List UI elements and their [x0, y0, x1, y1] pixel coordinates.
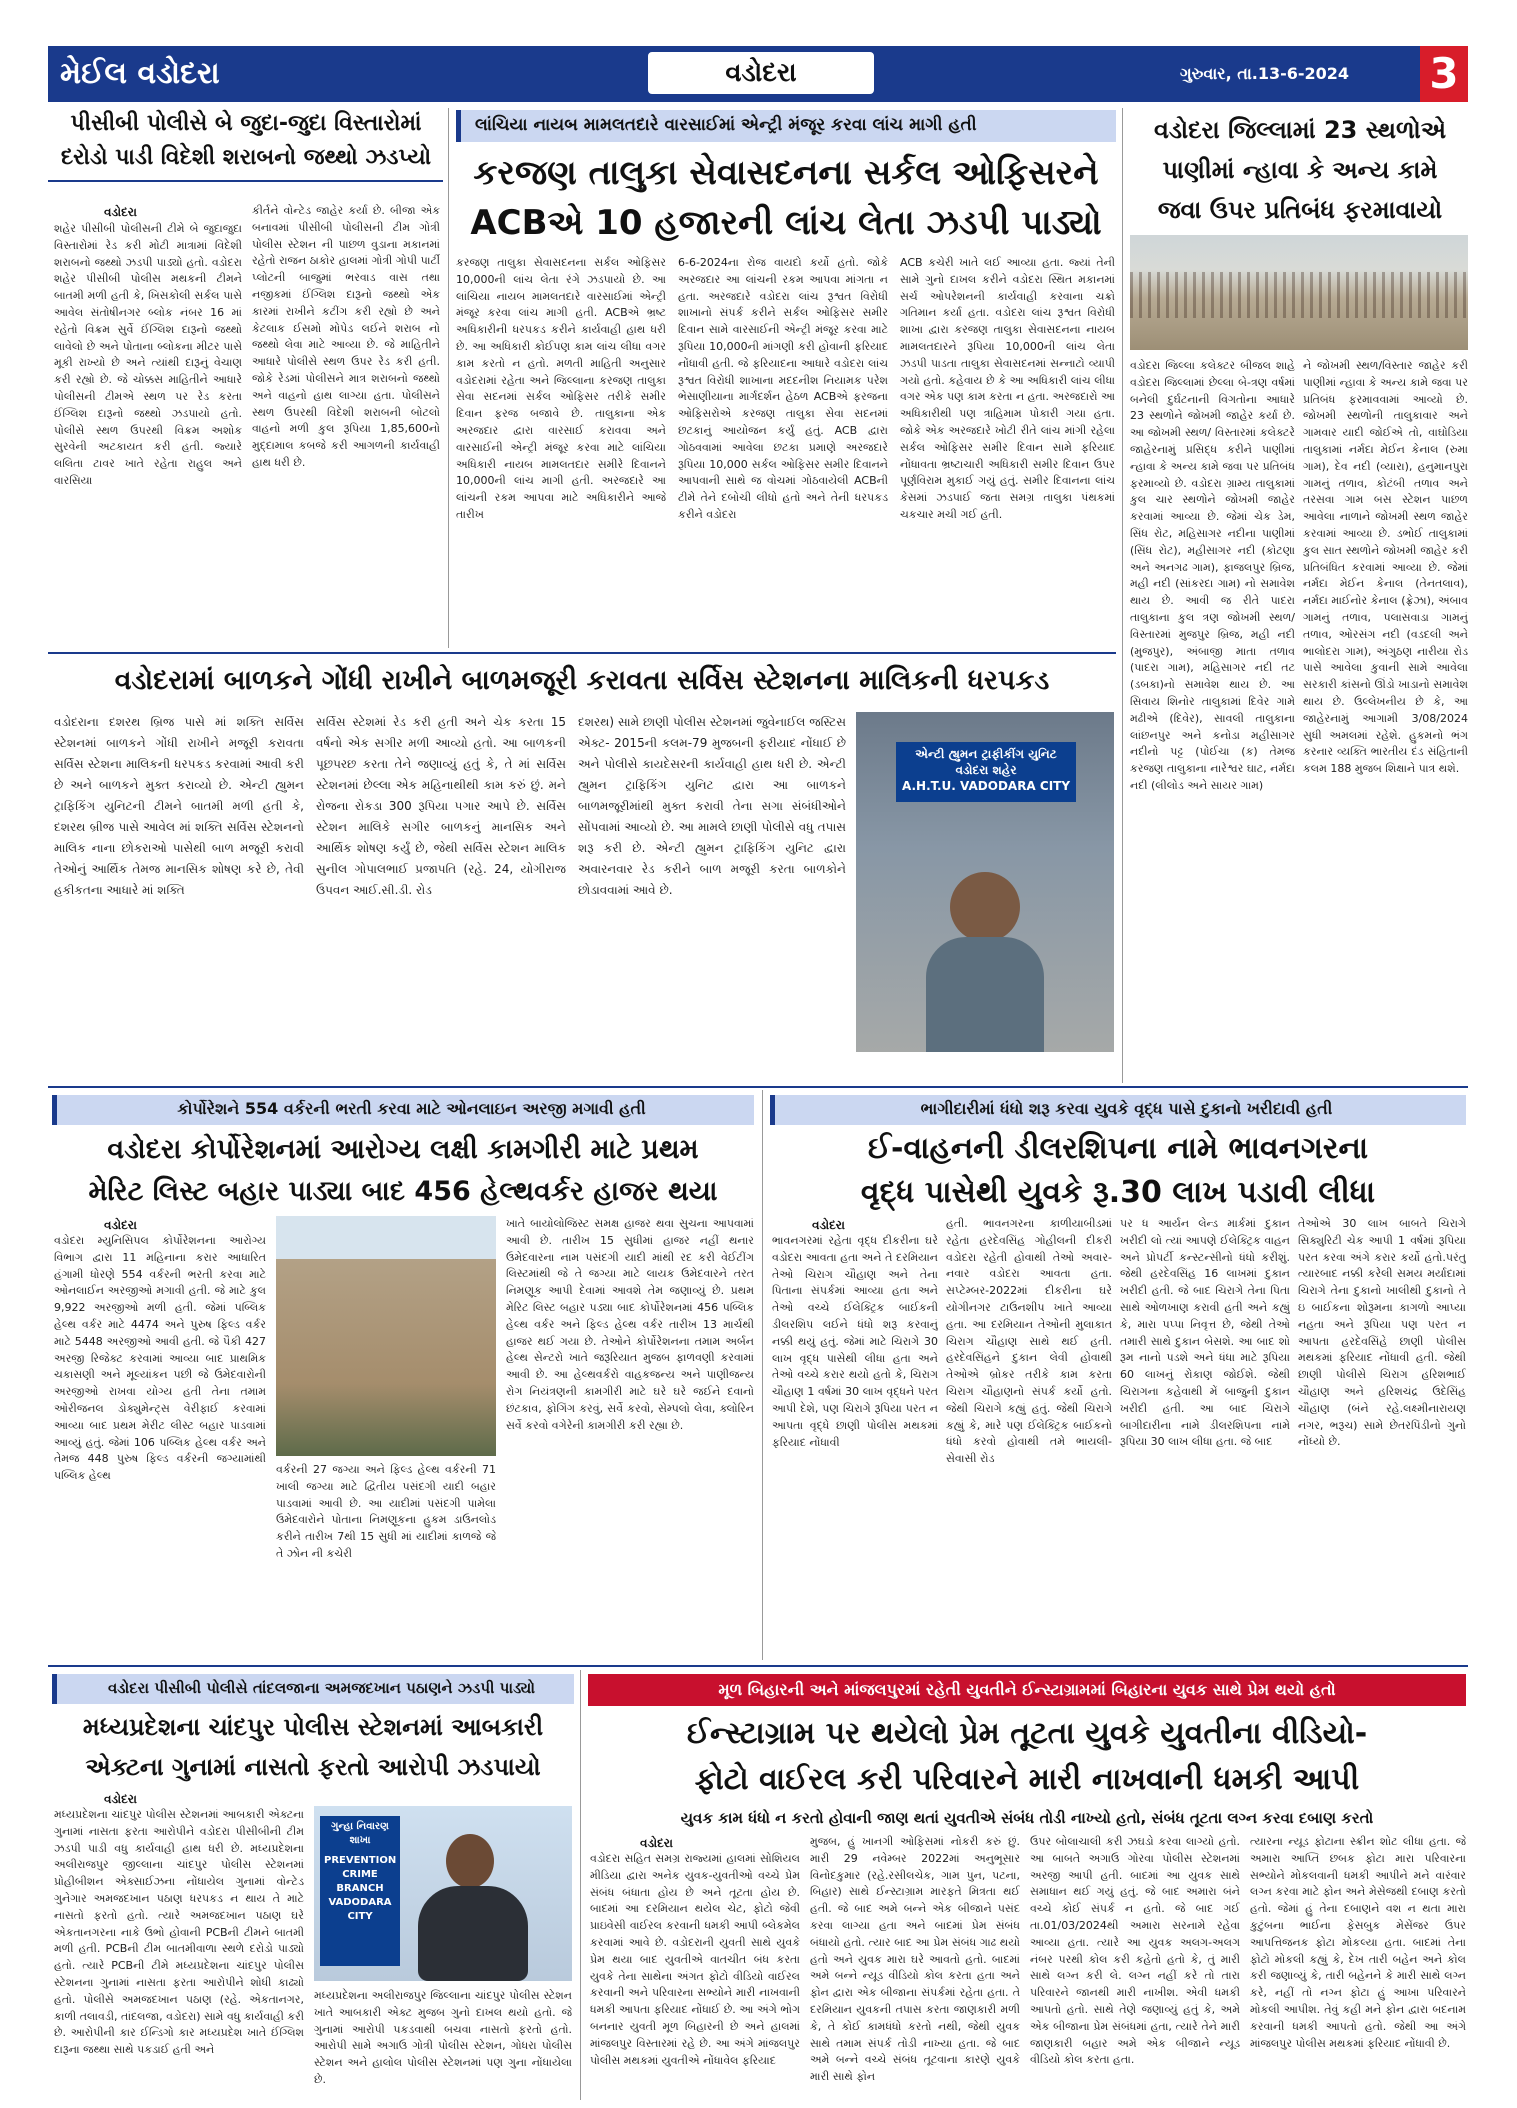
banner-line-2: PREVENTION CRIME BRANCH VADODARA CITY [324, 1855, 397, 1922]
a2-headline-1: કરજણ તાલુકા સેવાસદનના સર્કલ ઓફિસરને [473, 153, 1099, 193]
page-number: 3 [1420, 46, 1468, 102]
beach-crowd-photo [1130, 235, 1468, 350]
a3-headline-2: પાણીમાં ન્હાવા કે અન્ય કામે [1162, 156, 1438, 184]
rule [48, 1086, 1468, 1088]
a3-headline-1: વડોદરા જિલ્લામાં 23 સ્થળોએ [1153, 116, 1447, 144]
a6-headline-2: વૃદ્ધ પાસેથી યુવકે રૂ.30 લાખ પડાવી લીધા [860, 1175, 1376, 1210]
a4-column-3: દશરથ) સામે છાણી પોલીસ સ્ટેશનમાં જુવેનાઈલ જસ્ટિસ એક્ટ- 2015ની કલમ-79 મુજબની ફરીયાદ નોંધાઈ છે અને પોલીસે કાયદેસરની કાર્યવાહી હાથ ધરી છે. એન્ટી હ્યુમન ટ્રાફિકિંગ યુનિટ દ્વારા આ બાળકને બાળમજૂરીમાંથી મુક્ત કરાવી તેના સગા સંબંધીઓને સોંપવામાં આવ્યો છે. આ મામલે છાણી પોલીસે વધુ તપાસ શરૂ કરી છે. એન્ટી હ્યુમન ટ્રાફિકિંગ યુનિટ દ્વારા અવારનવાર રેડ કરીને બાળ મજૂરી કરતા બાળકોને છોડાવવામાં આવે છે. [578, 715, 846, 897]
rule [48, 1665, 1468, 1667]
a7-column-1: મધ્યપ્રદેશના ચાંદપુર પોલીસ સ્ટેશનમાં આબકારી એક્ટના ગુનામાં નાસતા ફરતા આરોપીને વડોદરા પીસીબીની ટીમ ઝડપી પાડી વધુ કાર્યવાહી હાથ ધરી છે. મધ્યપ્રદેશના અલીરાજપુર જીલ્લાના ચાંદપુર પોલીસ સ્ટેશનમાં પ્રોહીબીશન એક્સાઈઝના નોંધાયેલ ગુનામાં વોન્ટેડ ગુનેગાર અમજદખાન પઠાણ ધરપકડ ન થાય તે માટે નાસતો ફરતો હતો. ત્યારે અમજદખાન પઠાણ ઘરે એકતાનગરના નાકે ઉભો હોવાની PCBની ટીમને બાતમી મળી હતી. PCBની ટીમ બાતમીવાળા સ્થળે દરોડો પાડ્યો હતો. ત્યારે PCBની ટીમે મધ્યપ્રદેશના ચાંદપુર પોલીસ સ્ટેશનના ગુનામાં નાસતા ફરતા આરોપીને શોધી કાઢ્યો હતો. પોલીસે અમજદખાન પઠાણ (રહે. એકતાનગર, કાળી તલાવડી, તાંદલજા, વડોદરા) સામે વધુ કાર્યવાહી કરી છે. આરોપીની કાર ઈન્ડિગો કાર મધ્યપ્રદેશ ખાતે ઈંગ્લિશ દારૂના જથ્થા સાથે પકડાઈ હતી અને [54, 1808, 304, 2057]
a2-headline-2: ACBએ 10 હજારની લાંચ લેતા ઝડપી પાડ્યો [470, 203, 1102, 243]
a5-kicker-bar: કોર્પોરેશને 554 વર્કરની ભરતી કરવા માટે ઓનલાઇન અરજી મગાવી હતી [52, 1095, 754, 1125]
a1-column-1: શહેર પીસીબી પોલીસની ટીમે બે જુદાજુદા વિસ્તારોમાં રેડ કરી મોટી માત્રામાં વિદેશી શરાબનો જથ્થો ઝડપી પાડ્યો હતો. વડોદરા શહેર પીસીબી પોલીસ મથકની ટીમને બાતમી મળી હતી કે, ખિસકોલી સર્કલ પાસે આવેલ સંતોષીનગર બ્લોક નંબર 16 માં રહેતો વિક્રમ સુર્વે ઈંગ્લિશ દારૂનો જથ્થો લાવેલો છે અને પોતાના બ્લોકના મીટર પાસે મૂકી રાખ્યો છે અને ત્યાંથી દારૂનું વેચાણ કરી રહ્યો છે. જે ચોક્કસ માહિતીને આધારે પોલીસની ટીમએ સ્થળ પર રેડ કરતા ઈંગ્લિશ દારૂનો જથ્થો ઝડપાયો હતો. પોલીસે સ્થળ ઉપરથી વિક્રમ અશોક સુરવેની અટકાયત કરી હતી. જ્યારે લલિતા ટાવર ખાતે રહેતા રાહુલ અને વારસિયા [54, 222, 242, 487]
a2-column-3: ACB કચેરી ખાતે લઈ આવ્યા હતા. જ્યાં તેની સામે ગુનો દાખલ કરીને વડોદરા સ્થિત મકાનમાં સર્ચ ઓપરેશનની કાર્યવાહી કરવાના ચક્રો ગતિમાન કર્યા હતા. વડોદરા લાંચ રૂશ્વત વિરોધી શાખા દ્વારા કરજણ તાલુકા સેવાસદનના નાયબ મામલતદારને રૂપિયા 10,000ની લાંચ લેતા ઝડપી પાડતા તાલુકા સેવાસદનમાં સન્નાટો વ્યાપી ગયો હતો. કહેવાય છે કે આ અધિકારી લાંચ લીધા વગર એક પણ કામ કરતા ન હતા. અરજદારો આ અધિકારીથી પણ ત્રાહિમામ પોકારી ગયા હતા. જોકે એક અરજદારે ખોટી રીતે લાંચ માંગી રહેલા સર્કલ ઓફિસર સમીર દિવાન સામે ફરિયાદ નોંધાવતા ભ્રષ્ટાચારી અધિકારી સમીર દિવાન ઉપર પૂર્ણવિરામ મુકાઈ ગયું હતું. સમીર દિવાનના લાંચ કેસમાં ઝડપાઈ જતા સમગ્ર તાલુકા પંથકમાં ચકચાર મચી ગઈ હતી. [900, 256, 1115, 521]
a6-dateline: વડોદરા [812, 1218, 845, 1232]
a6-headline-1: ઈ-વાહનની ડીલરશિપના નામે ભાવનગરના [867, 1131, 1369, 1166]
person-head-shape [446, 1834, 494, 1888]
a5-headline-1: વડોદરા કોર્પોરેશનમાં આરોગ્ય લક્ષી કામગીરી માટે પ્રથમ [107, 1134, 699, 1165]
crime-branch-banner [320, 1816, 400, 1966]
sign-line-3: A.H.T.U. VADODARA CITY [901, 779, 1071, 793]
a2-column-1: કરજણ તાલુકા સેવાસદનના સર્કલ ઓફિસર 10,000ની લાંચ લેતા રંગે ઝડપાયો છે. આ લાંચિયા નાયબ મામલતદારે વારસાઈમાં એન્ટ્રી મંજૂર કરવા લાંચ માગી હતી. ACBએ ભ્રષ્ટ અધિકારીની ધરપકડ કરીને કાર્યવાહી હાથ ધરી છે. આ અધિકારી કોઈપણ કામ લાંચ લીધા વગર કામ કરતો ન હતો. મળતી માહિતી અનુસાર વડોદરામાં રહેતા અને જિલ્લાના કરજણ તાલુકા સેવા સદનમાં સર્કલ ઓફિસર તરીકે સમીર દિવાન ફરજ બજાવે છે. તાલુકાના એક અરજદાર દ્વારા વારસાઈ કરાવવા અને વારસાઈની એન્ટ્રી મંજૂર કરવા માટે લાંચિયા અધિકારી નાયબ મામલતદાર સમીરે દિવાનને 10,000ની લાંચ માગી હતી. અરજદારે આ લાંચની રકમ આપવા માટે અધિકારીને આજે તારીખ [456, 256, 666, 521]
a1-dateline: વડોદરા [104, 205, 137, 219]
a5-column-1b: વર્કરની 27 જગ્યા અને ફિલ્ડ હેલ્થ વર્કરની 71 ખાલી જગ્યા માટે દ્વિતીય પસંદગી યાદી બહાર પાડવામાં આવી છે. આ યાદીમાં પસંદગી પામેલા ઉમેદવારોને પોતાના નિમણૂકના હુકમ ડાઉનલોડ કરીને તારીખ 7થી 15 સુધી માં યાદીમાં કાળજે જે તે ઝોન ની કચેરી [276, 1463, 496, 1560]
a6-column-4: તેઓએ 30 લાખ બાબતે ચિરાગે સિક્યુરિટી ચેક આપી 1 વર્ષમાં રૂપિયા પરત કરવા અંગે કરાર કર્યો હતો.પરંતુ ત્યારબાદ નક્કી કરેલી સમય મર્યાદામાં ચિરાગે તેના દુકાનો ખાલીથી દુકાનો તે ઇ બાઈકના શોરૂમના કાગળો આપ્યા નહતા અને રૂપિયા પણ પરત ન આપતા હરદેવસિંહે છાણી પોલીસ મથકમાં ફરિયાદ નોંધાવી હતી. જેથી છાણી પોલીસે ચિરાગ હરિશભાઈ ચૌહાણ અને હરિશચંદ્ર ઉદેસિંહ ચૌહાણ (બંને રહે.લક્ષ્મીનારાયણ નગર, ભરૂચ) સામે છેતરપિંડીનો ગુનો નોંધ્યો છે. [1298, 1217, 1466, 1449]
a4-headline: વડોદરામાં બાળકને ગોંધી રાખીને બાળમજૂરી કરાવતા સર્વિસ સ્ટેશનના માલિકની ધરપકડ [114, 665, 1050, 696]
a5-dateline: વડોદરા [104, 1218, 137, 1232]
a1-column-2: કીર્તને વોન્ટેડ જાહેર કર્યા છે. બીજા એક બનાવમાં પીસીબી પોલીસની ટીમ ગોત્રી પોલીસ સ્ટેશન ની પાછળ વુડાના મકાનમાં રહેતો રાજન ઠાકોર હાલમાં ગોત્રી ગોપી પાર્ટી પ્લોટની બાજુમાં ભરવાડ વાસ તથા નજીકમાં ઈંગ્લિશ દારૂનો જથ્થો એક કારમાં રાખીને કટીંગ કરી રહ્યો છે અને કેટલાક ઈસમો મોપેડ લઈને શરાબ નો જથ્થો લેવા માટે આવ્યા છે. જે માહિતીને આધારે પોલીસે સ્થળ ઉપર રેડ કરી હતી. જોકે રેડમાં પોલીસને માત્ર શરાબનો જથ્થો અને વાહનો હાથ લાગ્યા હતા. પોલીસને સ્થળ ઉપરથી વિદેશી શરાબની બોટલો વાહનો મળી કુલ રૂપિયા 1,85,600નો મુદ્દામાલ કબજે કરી આગળની કાર્યવાહી હાથ ધરી છે. [252, 204, 440, 469]
divider [1122, 108, 1123, 1083]
a1-headline-2: દરોડો પાડી વિદેશી શરાબનો જથ્થો ઝડપ્યો [60, 145, 432, 170]
a1-rule [48, 180, 443, 182]
a8-subhead: યુવક કામ ધંધો ન કરતો હોવાની જાણ થતાં યુવતીએ સંબંધ તોડી નાખ્યો હતો, સંબંધ તૂટતા લગ્ન કરવા દબાણ કરતો [680, 1809, 1374, 1827]
a4-column-2: સર્વિસ સ્ટેશમાં રેડ કરી હતી અને ચેક કરતા 15 વર્ષનો એક સગીર મળી આવ્યો હતો. આ બાળકની પૂછપરછ કરતા તેને જણાવ્યું હતું કે, તે માં સર્વિસ સ્ટેશનમાં છેલ્લા એક મહિનાથીથી કામ કરું છું. મને રોજના રોકડા 300 રૂપિયા પગાર આપે છે. સર્વિસ સ્ટેશન માલિકે સગીર બાળકનું માનસિક અને આર્થિક શોષણ કર્યું છે, જેથી સર્વિસ સ્ટેશન માલિક સુનીલ ગોપાલભાઈ પ્રજાપતિ (રહે. 24, યોગીરાજ ઉપવન આઈ.સી.ડી. રોડ [316, 715, 566, 897]
person-body-shape [418, 1886, 528, 1981]
a6-column-2: હતી. ભાવનગરના કાળીયાબીડમાં રહેતા હરદેવસિંહ ગોહીલની દીકરી વડોદરા રહેતી હોવાથી તેઓ અવાર-નવાર વડોદરા આવતા હતા. સપ્ટેમ્બર-2022માં દીકરીના ઘરે યોગીનગર ટાઉનશીપ ખાતે આવ્યા હતા. આ દરમિયાન તેઓની મુલાકાત ચિરાગ ચૌહાણ સાથે થઈ હતી. હરદેવસિંહને દુકાન લેવી હોવાથી તેઓએ બ્રોકર તરીકે કામ કરતા ચિરાગ ચૌહાણનો સંપર્ક કર્યો હતો. જેથી ચિરાગે કહ્યું હતું. જેથી ચિરાગે કહ્યું કે, મારે પણ ઈલેક્ટ્રિક બાઈકનો ધંધો કરવો હોવાથી તમે ભાયલી-સેવાસી રોડ [946, 1217, 1112, 1466]
a8-column-4: ત્યારના ન્યૂડ ફોટાના સ્ક્રીન શોટ લીધા હતા. જે અમારા આપ્તિ છબક ફોટા મારા પરિવારના સભ્યોને મોકલવાની ધમકી આપીને મને વારંવાર લગ્ન કરવા માટે ફોન અને મેસેજથી દબાણ કરતો હતો. જેમાં હું તેના દબાણને વશ ન થતા મારા કુટુંબના ભાઈના ફેસબુક મેસેંજર ઉપર આપત્તિજનક ફોટા મોકલ્યા હતા. બાદમાં તેના ફોટો મોકલી કહ્યું કે, દેખ તારી બહેન અને કોલ કરી જણાવ્યું કે, તારી બહેનને કે મારી સાથે લગ્ન કરે, નહીં તો નગ્ન ફોટા હું આખા પરિવારને મોકલી આપીશ. તેવું કહી મને ફોન દ્વારા બદનામ કરવાની ધમકી આપતો હતો. જેથી આ અંગે માંજલપુર પોલીસ મથકમાં ફરિયાદ નોંધાવી છે. [1250, 1835, 1466, 2050]
section-name: વડોદરા [646, 50, 876, 96]
a8-column-3: ઉપર બોલાચાલી કરી ઝઘડો કરવા લાગ્યો હતો. આ બાબતે અગાઉ ગોરવા પોલીસ સ્ટેશનમાં અરજી આપી હતી. બાદમાં આ યુવક સાથે સમાધાન થઈ ગયું હતું. જે બાદ અમારા બંને વચ્ચે કોઈ સંપર્ક ન હતો. જે બાદ ગઈ તા.01/03/2024થી અમારા સરનામે રહેવા આવ્યા હતા. ત્યારે આ યુવક અલગ-અલગ નંબર પરથી કોલ કરી કહેતો હતો કે, તું મારી સાથે લગ્ન કરી લે. લગ્ન નહીં કરે તો તારા પરિવારને જાનથી મારી નાખીશ. એવી ધમકી આપતો હતો. સાથે તેણે જણાવ્યું હતું કે, અમે એક બીજાના પ્રેમ સંબંધમાં હતા, ત્યારે તેને મારી જાણકારી બહાર અમે એક બીજાને ન્યૂડ વીડિયો કોલ કરતા હતા. [1030, 1835, 1240, 2067]
a7-headline-1: મધ્યપ્રદેશના ચાંદપુર પોલીસ સ્ટેશનમાં આબકારી [82, 1713, 544, 1741]
a8-headline-1: ઈન્સ્ટાગ્રામ પર થયેલો પ્રેમ તૂટતા યુવકે યુવતીના વીડિયો- [686, 1716, 1368, 1751]
divider [448, 108, 449, 648]
a8-dateline: વડોદરા [640, 1836, 673, 1850]
corporation-building-photo [276, 1216, 496, 1456]
banner-line-1: ગુન્હા નિવારણ શાખા [331, 1821, 389, 1846]
a8-column-2: મુજબ, હું ખાનગી ઓફિસમાં નોકરી કરું છું. મારી 29 નવેમ્બર 2022માં અનુભૂસાર વિનોદકુમાર (રહે.રસીલચેક, ગામ પુન, પટના, બિહાર) સાથે ઈન્સ્ટાગ્રામ મારફતે મિત્રતા થઈ હતી. જે બાદ અમે બન્ને એક બીજાને પસંદ કરવા લાગ્યા હતા અને બાદમાં પ્રેમ સંબંધ બંધાયો હતો. ત્યાર બાદ આ પ્રેમ સંબંધ ગાઢ થયો હતો અને યુવક મારા ઘરે આવતો હતો. બાદમાં અમે બન્ને ન્યૂડ વીડિયો કોલ કરતા હતા અને ફોન દ્વારા એક બીજાના સંપર્કમાં રહેતા હતા. તે દરમિયાન યુવકની તપાસ કરતા જાણકારી મળી કે, તે કોઈ કામધંધો કરતો નથી, જેથી યુવક સાથે તમામ સંપર્ક તોડી નાખ્યા હતા. જે બાદ અમે બન્ને વચ્ચે સંબંધ તૂટવાના કારણે યુવકે મારી સાથે ફોન [810, 1835, 1020, 2084]
issue-date: ગુરુવાર, તા.13-6-2024 [1180, 64, 1350, 83]
a8-headline-2: ફોટો વાઈરલ કરી પરિવારને મારી નાખવાની ધમકી આપી [694, 1762, 1360, 1797]
masthead-title: મેઈલ વડોદરા [60, 56, 220, 91]
divider [580, 1670, 581, 2100]
a1-headline-1: પીસીબી પોલીસે બે જુદા-જુદા વિસ્તારોમાં [70, 111, 422, 136]
a5-column-1: વડોદરા મ્યુનિસિપલ કોર્પોરેશનના આરોગ્ય વિભાગ દ્વારા 11 મહિનાના કરાર આધારિત હંગામી ધોરણે 554 વર્કરની ભરતી કરવા માટે ઓનલાઈન અરજીઓ મગાવી હતી. જે માટે કુલ 9,922 અરજીઓ મળી હતી. જેમાં પબ્લિક હેલ્થ વર્કર માટે 4474 અને પુરુષ ફિલ્ડ વર્કર માટે 5448 અરજીઓ આવી હતી. જે પૈકી 427 અરજી રિજેક્ટ કરવામાં આવ્યા બાદ પ્રાથમિક ચકાસણી અને મૂલ્યાંકન પછી જે ઉમેદવારોની અરજીઓ રાખવા યોગ્ય હતી તેના તમામ ઓરીજનલ ડોક્યુમેન્ટ્સ વેરીફાઈ કરવામાં આવ્યા બાદ પ્રથમ મેરીટ લીસ્ટ બહાર પાડવામાં આવ્યું હતું. જેમાં 106 પબ્લિક હેલ્થ વર્કર અને તેમજ 448 પુરુષ ફિલ્ડ વર્કરની જગ્યામાંથી પબ્લિક હેલ્થ [54, 1234, 266, 1483]
a7-column-2: મધ્યપ્રદેશના અલીરાજપુર જિલ્લાના ચાંદપુર પોલીસ સ્ટેશન ખાતે આબકારી એક્ટ મુજબ ગુનો દાખલ થયો હતો. જે ગુનામાં આરોપી પકડવાથી બચવા નાસતો ફરતો હતો. આરોપી સામે અગાઉ ગોત્રી પોલીસ સ્ટેશન, ગોધરા પોલીસ સ્ટેશન અને હાલોલ પોલીસ સ્ટેશનમાં પણ ગુના નોંધાયેલા છે. [314, 1989, 572, 2086]
ahtu-signboard [896, 742, 1076, 802]
rule [48, 652, 1116, 654]
a7-headline-2: એક્ટના ગુનામાં નાસતો ફરતો આરોપી ઝડપાયો [85, 1753, 541, 1781]
a8-column-1: વડોદરા સહિત સમગ્ર રાજ્યમાં હાલમાં સોશિયલ મીડિયા દ્વારા અનેક યુવક-યુવતીઓ વચ્ચે પ્રેમ સંબંધ બંધાતા હોય છે અને તૂટતા હોય છે. બાદમાં આ દરમિયાન થયેલ ચેટ, ફોટો જેવી પ્રાઇવેસી વાઈરલ કરવાની ધમકી આપી બ્લેકમેલ કરવામાં આવે છે. વડોદરાની યુવતી સાથે યુવકે પ્રેમ થયા બાદ યુવતીએ વાતચીત બંધ કરતા યુવકે તેના સાથેના અંગત ફોટો વીડિયો વાઈરલ કરવાની અને પરિવારના સભ્યોને મારી નાખવાની ધમકી આપતા ફરિયાદ નોંધાઈ છે. આ અંગે ભોગ બનનાર યુવતી મૂળ બિહારની છે અને હાલમાં માંજલપુર વિસ્તારમાં રહે છે. આ અંગે માંજલપુર પોલીસ મથકમાં યુવતીએ નોંધાવેલ ફરિયાદ [590, 1852, 800, 2067]
a6-column-3: પર ધ આર્યન લેન્ડ માર્કમાં દુકાન ખરીદી લો ત્યાં આપણે ઈલેક્ટ્રિક વાહન અને પ્રોપર્ટી કન્સ્ટન્સીનો ધંધો કરીશું. જેથી હરદેવસિંહ 16 લાખમાં દુકાન ખરીદી હતી. જે બાદ ચિરાગે તેના પિતા સાથે ઓળખાણ કરાવી હતી અને કહ્યું કે, મારા પપ્પા નિવૃત્ત છે, જેથી તેઓ તમારી સાથે દુકાન બેસશે. આ બાદ શો રૂમ નાનો પડશે અને ધંધા માટે રૂપિયા 60 લાખનું રોકાણ જોઈશે. જેથી ચિરાગના કહેવાથી મેં બાજુની દુકાન ખરીદી હતી. આ બાદ ચિરાગે બાગીદારીના નામે ડીલરશિપના નામે રૂપિયા 30 લાખ લીધા હતા. જે બાદ [1120, 1217, 1290, 1449]
person-head-shape [950, 872, 1020, 942]
sign-line-2: વડોદરા શહેર [955, 763, 1017, 777]
a6-kicker-bar: ભાગીદારીમાં ધંધો શરૂ કરવા યુવકે વૃદ્ધ પાસે દુકાનો ખરીદાવી હતી [770, 1095, 1466, 1125]
accused-photo [314, 1806, 572, 1981]
a2-column-2: 6-6-2024ના રોજ વાયદો કર્યો હતો. જોકે અરજદાર આ લાંચની રકમ આપવા માંગતા ન હતા. અરજદારે વડોદરા લાંચ રૂશ્વત વિરોધી શાખાનો સંપર્ક કરીને સર્કલ ઓફિસર સમીર દિવાન સામે વારસાઈની એન્ટ્રી મંજૂર કરવા માટે રૂપિયા 10,000ની માંગણી કરી હોવાની ફરિયાદ નોંધાવી હતી. જે ફરિયાદના આધારે વડોદરા લાંચ રૂશ્વત વિરોધી શાખાના મદદનીશ નિયામક પરેશ ભેસાણીયાના માર્ગદર્શન હેઠળ ACBએ ફરજના ઓફિસરોએ કરજણ તાલુકા સેવા સદનમાં છટકાનું આયોજન કર્યું હતું. ACB દ્વારા ગોઠવવામાં આવેલા છટકા પ્રમાણે અરજદારે રૂપિયા 10,000 સર્કલ ઓફિસર સમીર દિવાનને આપવાની સાથે જ વોચમાં ગોઠવાયેલી ACBની ટીમે તેને દબોચી લીધો હતો અને તેની ધરપકડ કરીને વડોદરા [678, 256, 888, 521]
a3-headline-3: જવા ઉપર પ્રતિબંધ ફરમાવાયો [1157, 196, 1443, 224]
a7-kicker-bar: વડોદરા પીસીબી પોલીસે તાંદલજાના અમજદખાન પઠાણને ઝડપી પાડ્યો [52, 1674, 574, 1704]
a8-kicker-bar: મૂળ બિહારની અને માંજલપુરમાં રહેતી યુવતીને ઈન્સ્ટાગ્રામમાં બિહારના યુવક સાથે પ્રેમ થયો હતો [588, 1674, 1466, 1706]
a6-column-1: ભાવનગરમાં રહેતા વૃદ્ધ દીકરીના ઘરે વડોદરા આવતા હતા અને તે દરમિયાન તેઓ ચિરાગ ચૌહાણ અને તેના પિતાના સંપર્કમાં આવ્યા હતા અને તેઓ વચ્ચે ઈલેક્ટ્રિક બાઈકની ડીલરશિપ લઈને ધંધો શરૂ કરવાનું નક્કી થયું હતું. જેમાં માટે ચિરાગે 30 લાખ વૃદ્ધ પાસેથી લીધા હતા અને તેઓ વચ્ચે કરાર થયો હતો કે, ચિરાગ ચૌહાણ 1 વર્ષમાં 30 લાખ વૃદ્ધને પરત આપી દેશે, પણ ચિરાગે રૂપિયા પરત ન આપતા વૃદ્ધે છાણી પોલીસ મથકમાં ફરિયાદ નોંધાવી [772, 1234, 938, 1449]
sign-line-1: એન્ટી હ્યુમન ટ્રાફીકીંગ યુનિટ [915, 747, 1057, 761]
a5-headline-2: મેરિટ લિસ્ટ બહાર પાડ્યા બાદ 456 હેલ્થવર્કર હાજર થયા [88, 1176, 718, 1207]
a2-kicker-bar: લાંચિયા નાયબ મામલતદારે વારસાઈમાં એન્ટ્રી મંજૂર કરવા લાંચ માગી હતી [456, 110, 1116, 142]
a4-column-1: વડોદરાના દશરથ બ્રિજ પાસે માં શક્તિ સર્વિસ સ્ટેશનમાં બાળકને ગોંધી રાખીને મજૂરી કરાવતા સર્વિસ સ્ટેશના માલિકની ધરપકડ કરવામાં આવી કરી છે અને બાળકને મુક્ત કરાવ્યો છે. એન્ટી હ્યુમન ટ્રાફિકિંગ યુનિટની ટીમને બાતમી મળી હતી કે, દશરથ બ્રીજ પાસે આવેલ માં શક્તિ સર્વિસ સ્ટેશનનો માલિક નાના છોકરાઓ પાસેથી બાળ મજૂરી કરાવી તેઓનું આર્થિક તેમજ માનસિક શોષણ કરે છે, તેવી હકીકતના આધારે માં શક્તિ [54, 715, 304, 897]
arrest-photo [856, 712, 1114, 1052]
a5-column-2: ખાતે બાયોલોજિસ્ટ સમક્ષ હાજર થવા સુચના આપવામાં આવી છે. તારીખ 15 સુધીમાં હાજર નહીં થનાર ઉમેદવારના નામ પસંદગી યાદી માંથી રદ કરી વેઈટીંગ લિસ્ટમાંથી જે તે જગ્યા માટે લાયક ઉમેદવારને તરત નિમણૂક આપી દેવામાં આવશે તેમ જણાવ્યું છે. પ્રથમ મેરિટ લિસ્ટ બહાર પડ્યા બાદ કોર્પોરેશનમાં 456 પબ્લિક હેલ્થ વર્કર અને ફિલ્ડ હેલ્થ વર્કર તારીખ 13 માર્ચથી હાજર થઈ ગયા છે. તેઓને કોર્પોરેશનના તમામ અર્બન હેલ્થ સેન્ટરો ખાતે જરૂરિયાત મુજબ ફાળવણી કરવામાં આવી છે. આ હેલ્થવર્કરો વાહકજન્ય અને પાણીજન્ય રોગ નિયંત્રણની કામગીરી માટે ઘરે ઘરે જઈને દવાનો છંટકાવ, ફોગિંગ કરવું, સર્વે કરવો, સેમ્પલો લેવા, ક્લોરિન સર્વે કરવો વગેરેની કામગીરી કરી રહ્યા છે. [506, 1217, 754, 1432]
person-body-shape [926, 937, 1044, 1052]
a3-column-1: વડોદરા જિલ્લા કલેક્ટર બીજલ શાહે વડોદરા જિલ્લામાં છેલ્લા બે-ત્રણ વર્ષમાં બનેલી દુર્ઘટનાની વિગતોના આધારે 23 સ્થળોને જોખમી જાહેર કર્યા છે. આ જોખમી સ્થળ/ વિસ્તારમાં કલેક્ટરે જાહેરનામું પ્રસિદ્ધ કરીને પાણીમાં ન્હાવા કે અન્ય કામે જવા પર પ્રતિબંધ ફરમાવ્યો છે. વડોદરા ગ્રામ્ય તાલુકામાં કુલ ચાર સ્થળોને જોખમી જાહેર કરવામાં આવ્યા છે. જેમાં ચેક ડેમ, સિંધ રોટ, મહિસાગર નદીના પાણીમાં (સિંધ રોટ), મહીસાગર નદી (કોટણા અને અનગઢ ગામ), ફાજલપુર બ્રિજ, મહી નદી (સાંકરદા ગામ) નો સમાવેશ થાય છે. આવી જ રીતે પાદરા તાલુકાના કુલ ત્રણ જોખમી સ્થળ/વિસ્તારમાં મુજપુર બ્રિજ, મહી નદી (મુજપુર), અંબાજી માતા તળાવ (પાદરા ગામ), મહિસાગર નદી તટ (ડબકા)નો સમાવેશ થાય છે. આ સિવાય શિનોર તાલુકામાં દિવેર ગામે મઢીએ (દિવેર), સાવલી તાલુકાના લાંછનપુર અને કનોડા મહીસાગર નદીનો પટ્ટ (પોઈચા (ક) તેમજ કરજણ તાલુકાના નારેશ્વર ઘાટ, નર્મદા નદી (લીલોડ અને સાયર ગામ) [1130, 359, 1295, 792]
divider [762, 1090, 763, 1660]
a7-dateline: વડોદરા [104, 1792, 137, 1806]
a3-column-2: ને જોખમી સ્થળ/વિસ્તાર જાહેર કરી પાણીમાં ન્હાવા કે અન્ય કામે જવા પર પ્રતિબંધ ફરમાવવામાં આવ્યો છે. જોખમી સ્થળોની તાલુકાવાર અને ગામવાર યાદી જોઈએ તો, વાઘોડિયા તાલુકામાં નર્મદા મેઈન કેનાલ (રુમા ગામ), દેવ નદી (વ્યારા), હનુમાનપુરા ગામનું તળાવ, કોટંબી તળાવ અને તરસવા ગામ બસ સ્ટેશન પાછળ આવેલા નાળાને જોખમી સ્થળ જાહેર કરવામાં આવ્યા છે. ડભોઈ તાલુકામાં કુલ સાત સ્થળોને જોખમી જાહેર કરી પ્રતિબંધિત કરવામાં આવ્યા છે. જેમાં નર્મદા મેઈન કેનાલ (તેનતલાવ), નર્મદા માઈનોર કેનાલ (ફ્રેઝા), અંબાવ ગામનું તળાવ, પલાસવાડા ગામનું તળાવ, ઓરસંગ નદી (વડદલી અને ભાલોદરા ગામ), અંગુઠણ નારીયા રોડ પાસે આવેલા કુવાની સામે આવેલા સરકારી કાંસનો ઊંડો ખાડાનો સમાવેશ થાય છે. ઉલ્લેખનીય છે કે, આ જાહેરનામું આગામી 3/08/2024 સુધી અમલમાં રહેશે. હુકમનો ભંગ કરનાર વ્યક્તિ ભારતીય દંડ સંહિતાની કલમ 188 મુજબ શિક્ષાને પાત્ર થશે. [1303, 359, 1468, 776]
